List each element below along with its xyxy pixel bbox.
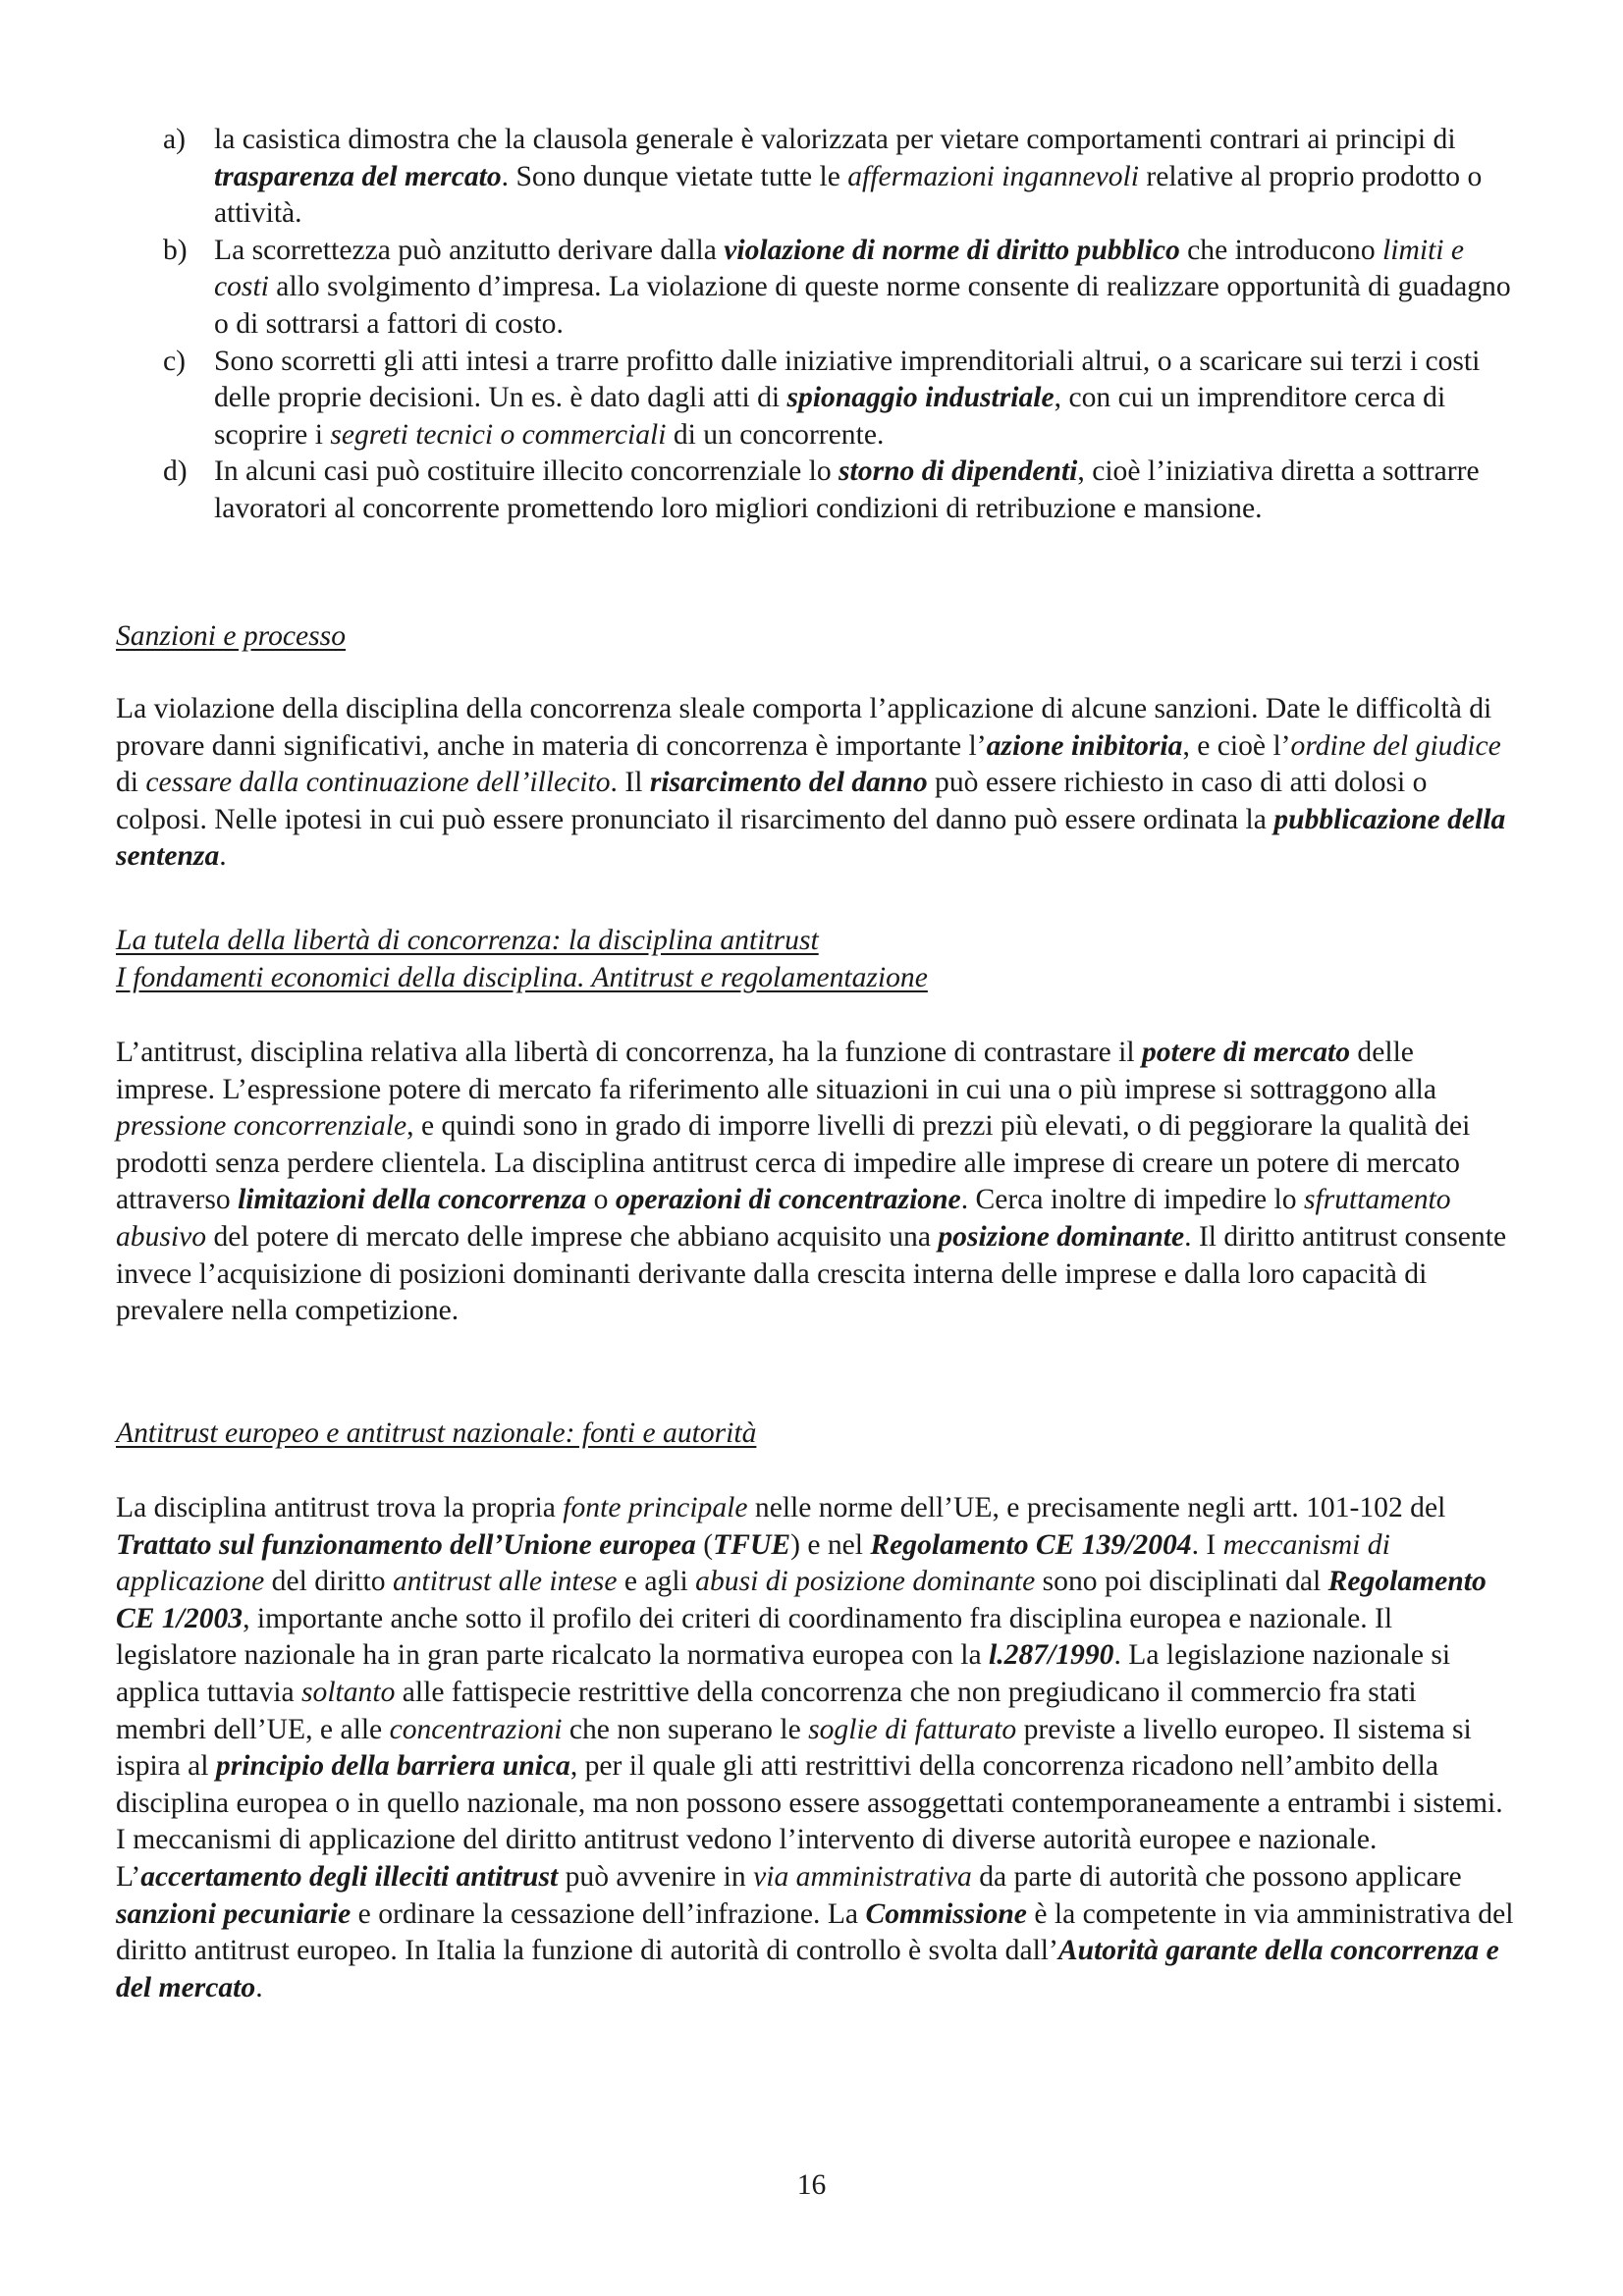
list-item xyxy=(116,122,1514,233)
text-run: di xyxy=(116,767,146,799)
emphasis-bold-italic: azione inibitoria xyxy=(986,729,1183,762)
text-run: può avvenire in xyxy=(558,1860,754,1893)
emphasis-bold-italic: operazioni di concentrazione xyxy=(615,1184,961,1216)
text-run: , e cioè l’ xyxy=(1182,729,1291,762)
paragraph-sanzioni xyxy=(116,691,1514,876)
emphasis-bold-italic: risarcimento del danno xyxy=(649,767,928,799)
text-run: . Il diritto antitrust consente invece l’acquisizione di posizioni dominanti derivante dalla crescita interna delle imprese e dalla loro capacità di prevalere nella competizione. xyxy=(116,1220,1507,1327)
text-run: che non superano le xyxy=(562,1713,809,1745)
emphasis-bold-italic: pubblicazione della sentenza xyxy=(116,803,1506,873)
emphasis-italic: sfruttamento abusivo xyxy=(116,1184,1451,1253)
emphasis-bold-italic: principio della barriera unica xyxy=(215,1750,570,1783)
text-run: , per il quale gli atti restrittivi della concorrenza ricadono nell’ambito della disciplina europea o in quello nazionale, ma non possono essere assoggettati contemporaneamente a entrambi i sistemi. I meccanismi di applicazione del diritto antitrust vedono l’intervento di diverse autorità europee e nazionale. L’ xyxy=(116,1750,1503,1893)
paragraph-text xyxy=(116,1490,1514,2006)
illeciti-list xyxy=(116,122,1514,528)
text-run: ) e nel xyxy=(790,1528,871,1561)
list-marker: c) xyxy=(163,345,186,377)
emphasis-bold-italic: Commissione xyxy=(865,1897,1027,1930)
list-item xyxy=(116,454,1514,527)
emphasis-italic: meccanismi di applicazione xyxy=(116,1528,1390,1598)
emphasis-bold-italic: spionaggio industriale xyxy=(786,382,1055,414)
text-run: di un concorrente. xyxy=(666,418,885,451)
emphasis-italic: antitrust alle intese xyxy=(392,1566,618,1598)
paragraph-antitrust xyxy=(116,1035,1514,1330)
emphasis-italic: segreti tecnici o commerciali xyxy=(330,418,667,451)
emphasis-bold-italic: limitazioni della concorrenza xyxy=(238,1184,587,1216)
heading-antitrust-europeo: Antitrust europeo e antitrust nazionale: fonti e autorità xyxy=(116,1417,757,1449)
text-run: la casistica dimostra che la clausola generale è valorizzata per vietare comportamenti contrari ai principi di xyxy=(214,124,1456,155)
emphasis-italic: cessare dalla continuazione dell’illecito xyxy=(145,767,611,799)
illeciti-list-block xyxy=(116,122,1514,528)
text-run: . Sono dunque vietate tutte le xyxy=(501,160,848,192)
text-run: può essere richiesto in caso di atti dolosi o colposi. Nelle ipotesi in cui può essere pronunciato il risarcimento del danno può essere ordinata la xyxy=(116,767,1428,835)
list-item-text xyxy=(214,235,1511,340)
emphasis-italic: soglie di fatturato xyxy=(808,1713,1017,1745)
text-run: da parte di autorità che possono applicare xyxy=(971,1860,1462,1893)
text-run: In alcuni casi può costituire illecito concorrenziale lo xyxy=(214,455,839,488)
heading-tutela-liberta-concorrenza: La tutela della libertà di concorrenza: la disciplina antitrust xyxy=(116,925,819,956)
emphasis-italic: pressione concorrenziale xyxy=(116,1110,407,1143)
list-item-text xyxy=(214,124,1482,229)
list-marker: d) xyxy=(163,455,188,488)
page-number: 16 xyxy=(796,2169,827,2201)
text-run: , con cui un imprenditore cerca di scoprire i xyxy=(214,382,1446,451)
list-item-text xyxy=(214,346,1480,451)
emphasis-bold-italic: Regolamento CE 139/2004 xyxy=(870,1528,1192,1561)
text-run: che introducono xyxy=(1179,234,1383,266)
emphasis-bold-italic: trasparenza del mercato xyxy=(214,160,502,192)
paragraph-antitrust-europeo xyxy=(116,1490,1514,2006)
text-run: . Il xyxy=(610,767,650,799)
text-run: o xyxy=(586,1184,616,1216)
emphasis-bold-italic: violazione di norme di diritto pubblico xyxy=(724,234,1180,266)
heading-sanzioni-e-processo: Sanzioni e processo xyxy=(116,620,346,652)
text-run: La violazione della disciplina della concorrenza sleale comporta l’applicazione di alcune sanzioni. Date le difficoltà di provare danni significativi, anche in materia di concorrenza è importante l’ xyxy=(116,693,1492,762)
emphasis-bold-italic: storno di dipendenti xyxy=(839,455,1078,488)
text-run: . xyxy=(255,1971,263,2003)
emphasis-bold-italic: Autorità garante della concorrenza e del mercato xyxy=(116,1935,1499,2003)
emphasis-italic: soltanto xyxy=(301,1676,396,1708)
list-marker: a) xyxy=(163,124,186,155)
emphasis-italic: affermazioni ingannevoli xyxy=(847,160,1139,192)
text-run: è la competente in via amministrativa del diritto antitrust europeo. In Italia la funzione di autorità di controllo è svolta dall’ xyxy=(116,1897,1514,1967)
emphasis-bold-italic: sanzioni pecuniarie xyxy=(116,1897,352,1930)
emphasis-italic: limiti e costi xyxy=(214,234,1465,303)
emphasis-italic: abusi di posizione dominante xyxy=(695,1566,1036,1598)
text-run: Sono scorretti gli atti intesi a trarre profitto dalle iniziative imprenditoriali altrui, o a scaricare sui terzi i costi delle proprie decisioni. Un es. è dato dagli atti di xyxy=(214,345,1481,414)
text-run: La disciplina antitrust trova la propria xyxy=(116,1492,564,1523)
emphasis-bold-italic: accertamento degli illeciti antitrust xyxy=(140,1860,559,1893)
text-run: previste a livello europeo. Il sistema si ispira al xyxy=(116,1713,1472,1783)
list-marker: b) xyxy=(163,234,188,266)
text-run: nelle norme dell’UE, e precisamente negli artt. 101-102 del xyxy=(747,1492,1446,1523)
text-run: L’antitrust, disciplina relativa alla libertà di concorrenza, ha la funzione di contrastare il xyxy=(116,1037,1142,1068)
list-item-text xyxy=(214,455,1480,524)
list-item xyxy=(116,233,1514,344)
text-run: . xyxy=(219,840,227,873)
text-run: alle fattispecie restrittive della concorrenza che non pregiudicano il commercio fra stati membri dell’UE, e alle xyxy=(116,1676,1417,1745)
text-run: , importante anche sotto il profilo dei criteri di coordinamento fra disciplina europea e nazionale. Il legislatore nazionale ha in gran parte ricalcato la normativa europea con la xyxy=(116,1602,1393,1672)
text-run: sono poi disciplinati dal xyxy=(1035,1566,1328,1598)
text-run: . Cerca inoltre di impedire lo xyxy=(960,1184,1304,1216)
emphasis-italic: ordine del giudice xyxy=(1290,729,1501,762)
text-run: relative al proprio prodotto o attività. xyxy=(214,160,1483,230)
emphasis-bold-italic: Trattato sul funzionamento dell’Unione europea xyxy=(116,1528,696,1561)
text-run: , e quindi sono in grado di imporre livelli di prezzi più elevati, o di peggiorare la qualità dei prodotti senza perdere clientela. La disciplina antitrust cerca di impedire alle imprese di creare un potere di mercato attraverso xyxy=(116,1110,1471,1216)
list-item xyxy=(116,344,1514,454)
text-run: del potere di mercato delle imprese che abbiano acquisito una xyxy=(206,1220,939,1253)
text-run: , cioè l’iniziativa diretta a sottrarre lavoratori al concorrente promettendo loro migliori condizioni di retribuzione e mansione. xyxy=(214,455,1480,524)
emphasis-italic: via amministrativa xyxy=(753,1860,972,1893)
emphasis-italic: fonte principale xyxy=(563,1492,748,1523)
text-run: del diritto xyxy=(264,1566,393,1598)
emphasis-bold-italic: posizione dominante xyxy=(938,1220,1185,1253)
heading-fondamenti-economici: I fondamenti economici della disciplina. Antitrust e regolamentazione xyxy=(116,962,928,993)
text-run: . La legislazione nazionale si applica tuttavia xyxy=(116,1639,1451,1708)
text-run: delle imprese. L’espressione potere di mercato fa riferimento alle situazioni in cui una o più imprese si sottraggono alla xyxy=(116,1037,1437,1105)
emphasis-bold-italic: potere di mercato xyxy=(1141,1037,1351,1068)
paragraph-text xyxy=(116,1035,1514,1330)
paragraph-text xyxy=(116,691,1514,876)
emphasis-bold-italic: TFUE xyxy=(713,1528,791,1561)
text-run: e ordinare la cessazione dell’infrazione. La xyxy=(351,1897,866,1930)
emphasis-italic: concentrazioni xyxy=(389,1713,563,1745)
text-run: ( xyxy=(695,1528,714,1561)
text-run: allo svolgimento d’impresa. La violazione di queste norme consente di realizzare opportunità di guadagno o di sottrarsi a fattori di costo. xyxy=(214,271,1511,340)
emphasis-bold-italic: l.287/1990 xyxy=(989,1639,1114,1672)
text-run: La scorrettezza può anzitutto derivare dalla xyxy=(214,234,725,266)
text-run: . I xyxy=(1191,1528,1223,1561)
text-run: e agli xyxy=(617,1566,696,1598)
emphasis-bold-italic: Regolamento CE 1/2003 xyxy=(116,1566,1487,1634)
